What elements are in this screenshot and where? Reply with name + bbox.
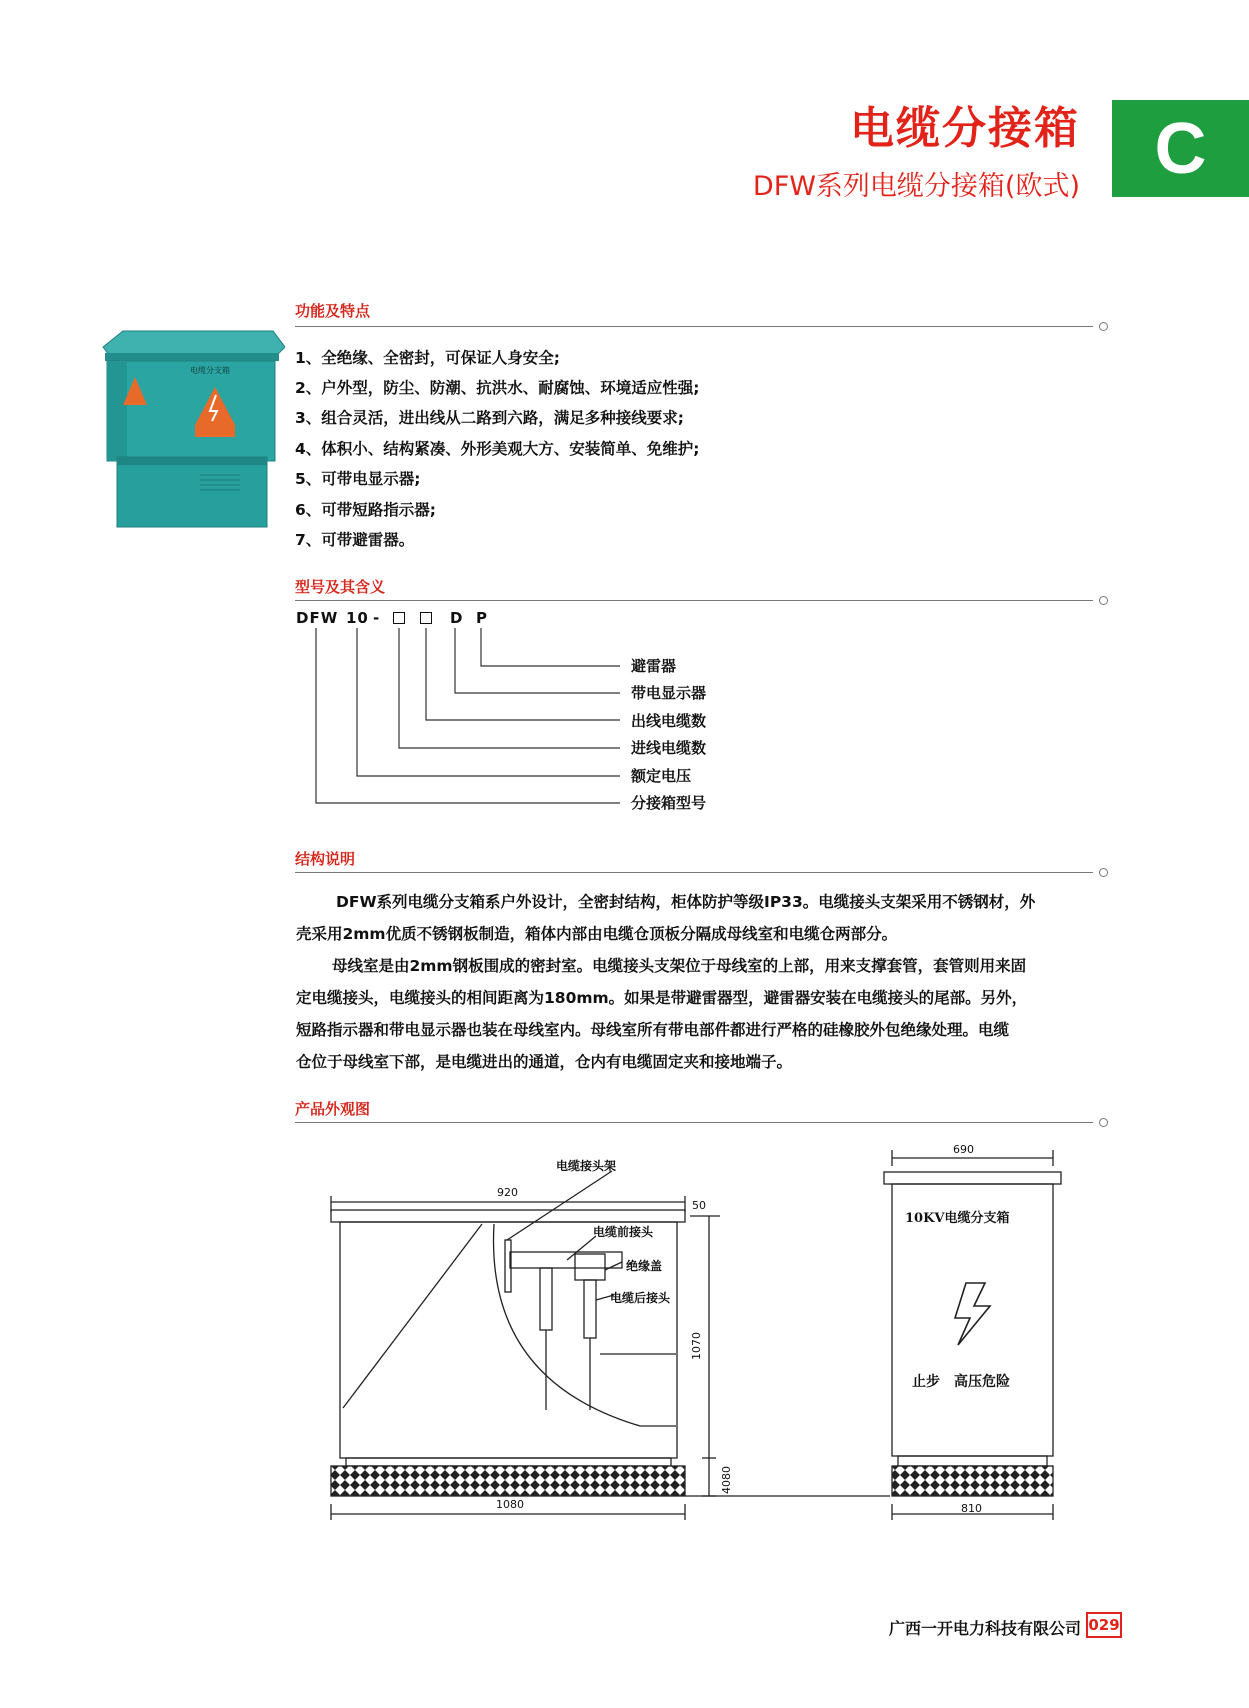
page-number: 029 [1086, 1612, 1122, 1638]
text-line: DFW系列电缆分支箱系户外设计，全密封结构，柜体防护等级IP33。电缆接头支架采用不锈钢材，外 [336, 893, 1036, 911]
feature-item: 4、体积小、结构紧凑、外形美观大方、安装简单、免维护; [295, 440, 700, 458]
structure-heading: 结构说明 [295, 850, 356, 868]
feature-item: 6、可带短路指示器; [295, 501, 436, 519]
side-plinth [346, 1458, 671, 1466]
model-code-dfw: DFW [296, 609, 339, 627]
front-plinth [898, 1456, 1047, 1466]
page-title: 电缆分接箱 [850, 103, 1080, 154]
label-front-joint: 电缆前接头 [593, 1225, 654, 1239]
side-lid [331, 1210, 685, 1222]
text-line: 仓位于母线室下部，是电缆进出的通道，仓内有电缆固定夹和接地端子。 [296, 1053, 793, 1071]
legend-outlet-count: 出线电缆数 [631, 712, 707, 730]
label-bracket: 电缆接头架 [556, 1159, 617, 1173]
page-subtitle: DFW系列电缆分接箱(欧式) [752, 171, 1080, 202]
side-bracket-diagonal [343, 1224, 482, 1408]
photo-label: 电缆分支箱 [190, 366, 230, 375]
text-line: 壳采用2mm优质不锈钢板制造，箱体内部由电缆仓顶板分隔成母线室和电缆仓两部分。 [296, 925, 898, 943]
dim-front-top: 690 [953, 1143, 974, 1156]
lightning-icon [955, 1283, 990, 1345]
label-insulation-cap: 绝缘盖 [626, 1259, 663, 1273]
front-box-title: 10KV电缆分支箱 [905, 1211, 1010, 1226]
drawing-heading: 产品外观图 [295, 1100, 371, 1118]
section-badge: C [1112, 100, 1249, 197]
cable-right [584, 1280, 596, 1338]
side-base [331, 1466, 685, 1496]
legend-live-indicator: 带电显示器 [631, 684, 707, 702]
dim-side-height: 1070 [690, 1332, 703, 1360]
text-line: 短路指示器和带电显示器也装在母线室内。母线室所有带电部件都进行严格的硅橡胶外包绝缘处理。电缆 [296, 1021, 1010, 1039]
footer-company: 广西一开电力科技有限公司 [888, 1619, 1081, 1638]
model-code-dash: - [373, 609, 381, 627]
legend-inlet-count: 进线电缆数 [631, 739, 707, 757]
dim-side-bottom: 1080 [496, 1498, 524, 1511]
front-box-warning: 止步 高压危险 [912, 1374, 1010, 1390]
model-code-p: P [476, 609, 488, 627]
feature-item: 7、可带避雷器。 [295, 531, 415, 549]
legend-rated-voltage: 额定电压 [631, 767, 692, 785]
model-code-d: D [450, 609, 464, 627]
model-code-voltage: 10 [346, 609, 369, 627]
dim-front-bottom: 810 [961, 1502, 982, 1515]
model-heading: 型号及其含义 [295, 578, 386, 596]
side-body [340, 1222, 677, 1458]
dim-side-top: 920 [497, 1186, 518, 1199]
text-line: 定电缆接头，电缆接头的相间距离为180mm。如果是带避雷器型，避雷器安装在电缆接头的尾部。另外， [296, 989, 1028, 1007]
text-line: 母线室是由2mm钢板围成的密封室。电缆接头支架位于母线室的上部，用来支撑套管，套管则用来固 [332, 957, 1027, 975]
front-base [892, 1466, 1053, 1496]
features-heading: 功能及特点 [295, 302, 371, 320]
legend-box-model: 分接箱型号 [631, 794, 707, 812]
feature-item: 5、可带电显示器; [295, 470, 421, 488]
label-rear-joint: 电缆后接头 [610, 1291, 671, 1305]
dim-side-base: 4080 [720, 1466, 733, 1494]
feature-item: 3、组合灵活，进出线从二路到六路，满足多种接线要求; [295, 409, 684, 427]
dim-side-top-right: 50 [692, 1199, 706, 1212]
feature-item: 2、户外型，防尘、防潮、抗洪水、耐腐蚀、环境适应性强; [295, 379, 700, 397]
cable-left [540, 1268, 552, 1330]
feature-item: 1、全绝缘、全密封，可保证人身安全; [295, 349, 560, 367]
front-lid [884, 1172, 1061, 1184]
legend-arrester: 避雷器 [631, 657, 677, 675]
